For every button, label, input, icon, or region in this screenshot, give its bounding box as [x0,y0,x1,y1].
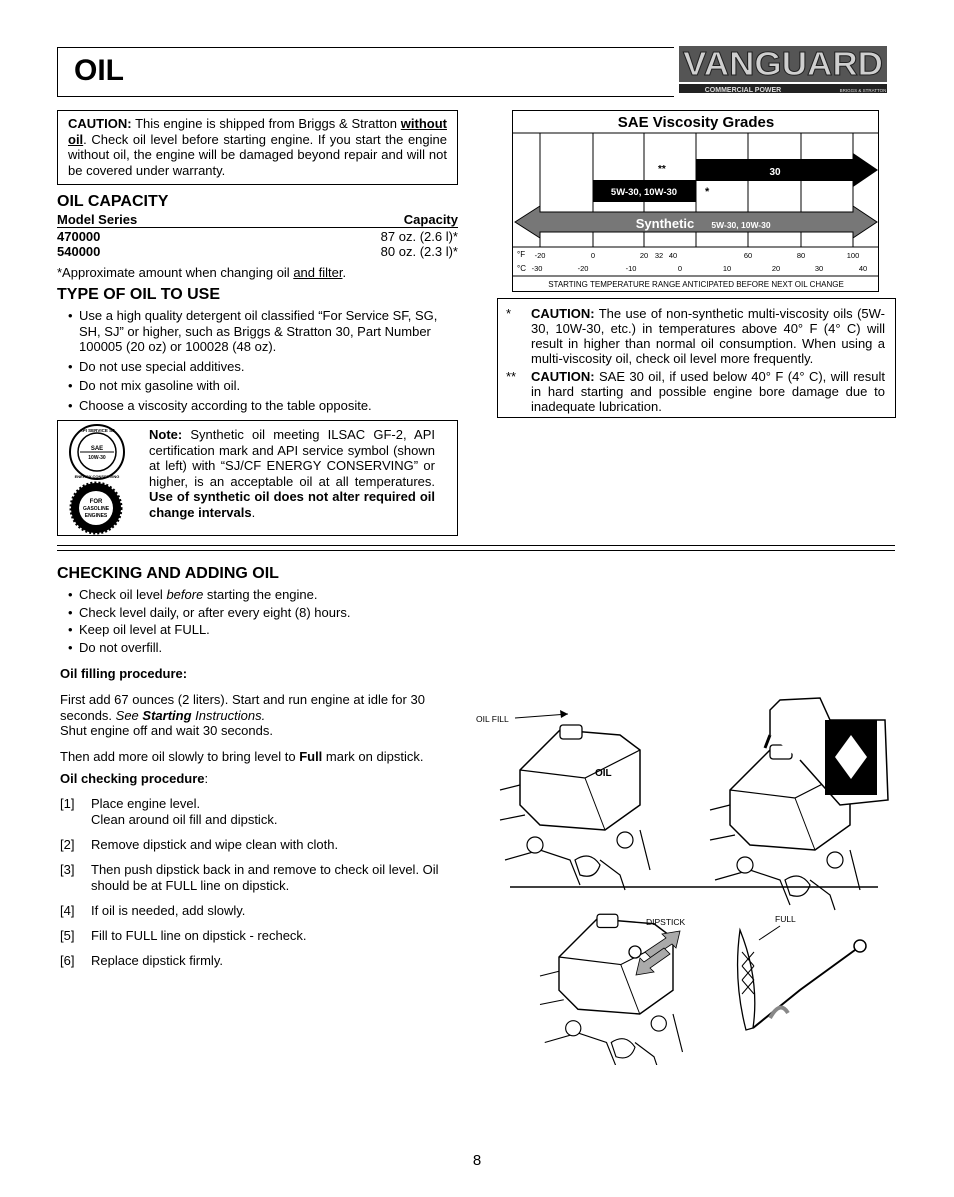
footnote-text: *Approximate amount when changing oil [57,265,294,280]
fahrenheit-tick-label: 20 [639,251,649,260]
footnote-end: . [342,265,347,280]
api-certification-mark-icon [68,481,124,535]
table-row [57,244,458,259]
col-capacity: Capacity [403,212,458,227]
step-text: If oil is needed, add slowly. [91,903,246,918]
synthetic-oil-note [57,420,458,536]
list-item: • Do not overfill. [57,640,477,656]
oil-capacity-table [57,212,458,281]
fahrenheit-label: °F [517,250,526,259]
dipstick-icon [738,930,755,1030]
caution-item [506,369,885,414]
caution-label: CAUTION: [68,116,132,131]
bullet-italic: before [166,587,204,602]
caution-shipped-without-oil [57,110,458,185]
chart-title: SAE Viscosity Grades [617,114,775,131]
step-number: [3] [60,862,75,877]
celsius-tick-label: -20 [577,264,589,273]
celsius-tick-label: -10 [625,264,637,273]
celsius-tick-label: 20 [771,264,781,273]
celsius-tick-label: 0 [677,264,683,273]
list-item: • Check level daily, or after every eight (8) hours. [57,605,477,621]
title-box [57,47,674,97]
svg-text:BRIGGS & STRATTON: BRIGGS & STRATTON [839,88,887,93]
fahrenheit-tick-label: 80 [796,251,806,260]
step-text: Remove dipstick and wipe clean with cloth. [91,837,339,852]
step-line-2: Clean around oil fill and dipstick. [91,811,278,827]
filling-instructions: Instructions. [191,707,266,723]
note-end: . [251,504,256,520]
mark-single-asterisk: * [705,186,710,198]
list-item: • Do not use special additives. [57,359,462,375]
checking-list [57,587,477,655]
list-item: • Do not mix gasoline with oil. [57,378,462,394]
checking-procedure-heading [60,771,208,787]
note-text [149,427,435,520]
step-line-1: Place engine level. [91,796,201,811]
step-text [91,796,461,827]
fahrenheit-tick-label: 32 [654,251,664,260]
svg-text:10W-30: 10W-30 [88,455,106,461]
svg-text:COMMERCIAL POWER: COMMERCIAL POWER [704,87,782,94]
filling-paragraph-2 [60,749,460,765]
note-body: Synthetic oil meeting ILSAC GF-2, API certification mark and API service symbol (shown at left) with “SJ/CF ENERGY CONSERVING” or higher, is an acceptable oil at all temperatures. [149,427,435,489]
list-item: • Keep oil level at FULL. [57,622,477,638]
capacity-footnote [57,265,458,281]
model-series: 470000 [57,229,101,244]
step-number: [1] [60,796,75,811]
caution-text: The use of non-synthetic multi-viscosity oils (5W-30, 10W-30, etc.) in temperatures above 40° F (4° C) will result in higher than normal oil consumption. When using a multi-viscosity oil, check oil level more frequently. [531,306,885,366]
svg-text:GASOLINE: GASOLINE [82,506,110,512]
caution-text-1: This engine is shipped from Briggs & Stratton [131,116,401,131]
note-bold: Use of synthetic oil does not alter required oil change intervals [149,489,435,520]
oil-capacity-heading: OIL CAPACITY [57,193,169,210]
celsius-tick-label: 30 [814,264,824,273]
caution-item [506,306,885,366]
bullet-text-end: starting the engine. [203,587,318,602]
step-number: [5] [60,928,75,943]
svg-text:FOR: FOR [89,499,103,505]
oil-fill-label: OIL FILL [476,714,509,724]
curved-arrow-icon [770,1008,788,1018]
sae30-label: 30 [769,167,781,178]
filling-text-2: Shut engine off and wait 30 seconds. [60,723,273,738]
bullet-text: Check oil level [79,587,167,602]
filling-text-end: mark on dipstick. [322,749,424,764]
list-item: • Use a high quality detergent oil classified “For Service SF, SG, SH, SJ” or higher, such as Briggs & Stratton 30, Part Number 100005 (20 oz) or 100028 (48 oz). [57,308,462,355]
caution-text: SAE 30 oil, if used below 40° F (4° C), will result in hard starting and possible engine bore damage due to inadequate lubrication. [531,369,885,414]
celsius-tick-label: -30 [531,264,543,273]
caution-label: CAUTION: [531,306,595,321]
mark-double-asterisk: ** [658,164,666,175]
col-model-series: Model Series [57,212,138,227]
caution-label: CAUTION: [531,369,595,384]
caution-mark: * [506,306,512,321]
full-label: FULL [775,914,796,924]
dipstick-label: DIPSTICK [646,917,686,927]
list-item: • Choose a viscosity according to the table opposite. [57,398,462,414]
model-series: 540000 [57,244,101,259]
api-service-symbol-icon [66,423,128,481]
svg-text:ENERGY CONSERVING: ENERGY CONSERVING [74,474,120,479]
filling-text: Then add more oil slowly to bring level to [60,749,300,764]
fahrenheit-tick-label: 0 [590,251,596,260]
filling-full: Full [299,749,323,764]
step-number: [2] [60,837,75,852]
filling-starting: Starting [142,707,192,723]
caution-text-2: . Check oil level before starting engine. If you start the engine without oil, the engine will be damaged beyond repair and will not be covered under warranty. [68,131,447,178]
caution-viscosity-box [497,298,896,418]
divider [57,545,895,546]
filling-see: See [115,707,143,723]
celsius-label: °C [517,264,526,273]
chart-footer: STARTING TEMPERATURE RANGE ANTICIPATED BEFORE NEXT OIL CHANGE [548,280,844,289]
list-item [57,587,477,603]
sae-viscosity-chart [512,110,879,292]
arrow-icon [560,710,568,718]
svg-text:VANGUARD: VANGUARD [683,45,883,82]
colon: : [204,771,209,786]
svg-text:ENGINES: ENGINES [84,513,108,519]
type-of-oil-list [57,308,462,413]
svg-text:API SERVICE SJ: API SERVICE SJ [79,428,115,433]
footnote-underline: and filter [293,265,343,280]
illustrations [470,690,895,1065]
synthetic-grades-label: 5W-30, 10W-30 [711,220,771,230]
celsius-tick-label: 10 [722,264,732,273]
checking-procedure-label: Oil checking procedure [60,771,205,786]
table-row [57,229,458,244]
fahrenheit-tick-label: 40 [668,251,678,260]
synthetic-label: Synthetic [635,216,695,231]
sae30-bar [696,153,878,187]
filling-heading: Oil filling procedure: [60,666,188,681]
step-text: Then push dipstick back in and remove to check oil level. Oil should be at FULL line on dipstick. [91,862,439,893]
page-number: 8 [472,1152,482,1169]
divider [57,550,895,551]
step-number: [4] [60,903,75,918]
note-label: Note: [149,427,183,442]
step-text: Fill to FULL line on dipstick - recheck. [91,928,307,943]
fahrenheit-tick-label: -20 [534,251,546,260]
fahrenheit-tick-label: 60 [743,251,753,260]
caution-without-oil: without oil [68,116,447,147]
svg-text:SAE: SAE [90,446,104,452]
caution-mark: ** [506,369,517,384]
type-of-oil-heading: TYPE OF OIL TO USE [57,286,220,303]
checking-heading: CHECKING AND ADDING OIL [57,565,279,582]
step-number: [6] [60,953,75,968]
multi-viscosity-label: 5W-30, 10W-30 [610,187,678,198]
filling-paragraph-1 [60,692,460,739]
capacity-value: 80 oz. (2.3 l)* [380,244,458,259]
fahrenheit-tick-label: 100 [846,251,860,260]
table-header [57,212,458,228]
filling-text: First add 67 ounces (2 liters). Start and run engine at idle for 30 seconds. [60,692,425,723]
engine-oil-text: OIL [595,768,612,779]
step-text: Replace dipstick firmly. [91,953,223,968]
page-title: OIL [74,54,124,87]
celsius-tick-label: 40 [858,264,868,273]
capacity-value: 87 oz. (2.6 l)* [380,229,458,244]
vanguard-logo [673,42,895,100]
